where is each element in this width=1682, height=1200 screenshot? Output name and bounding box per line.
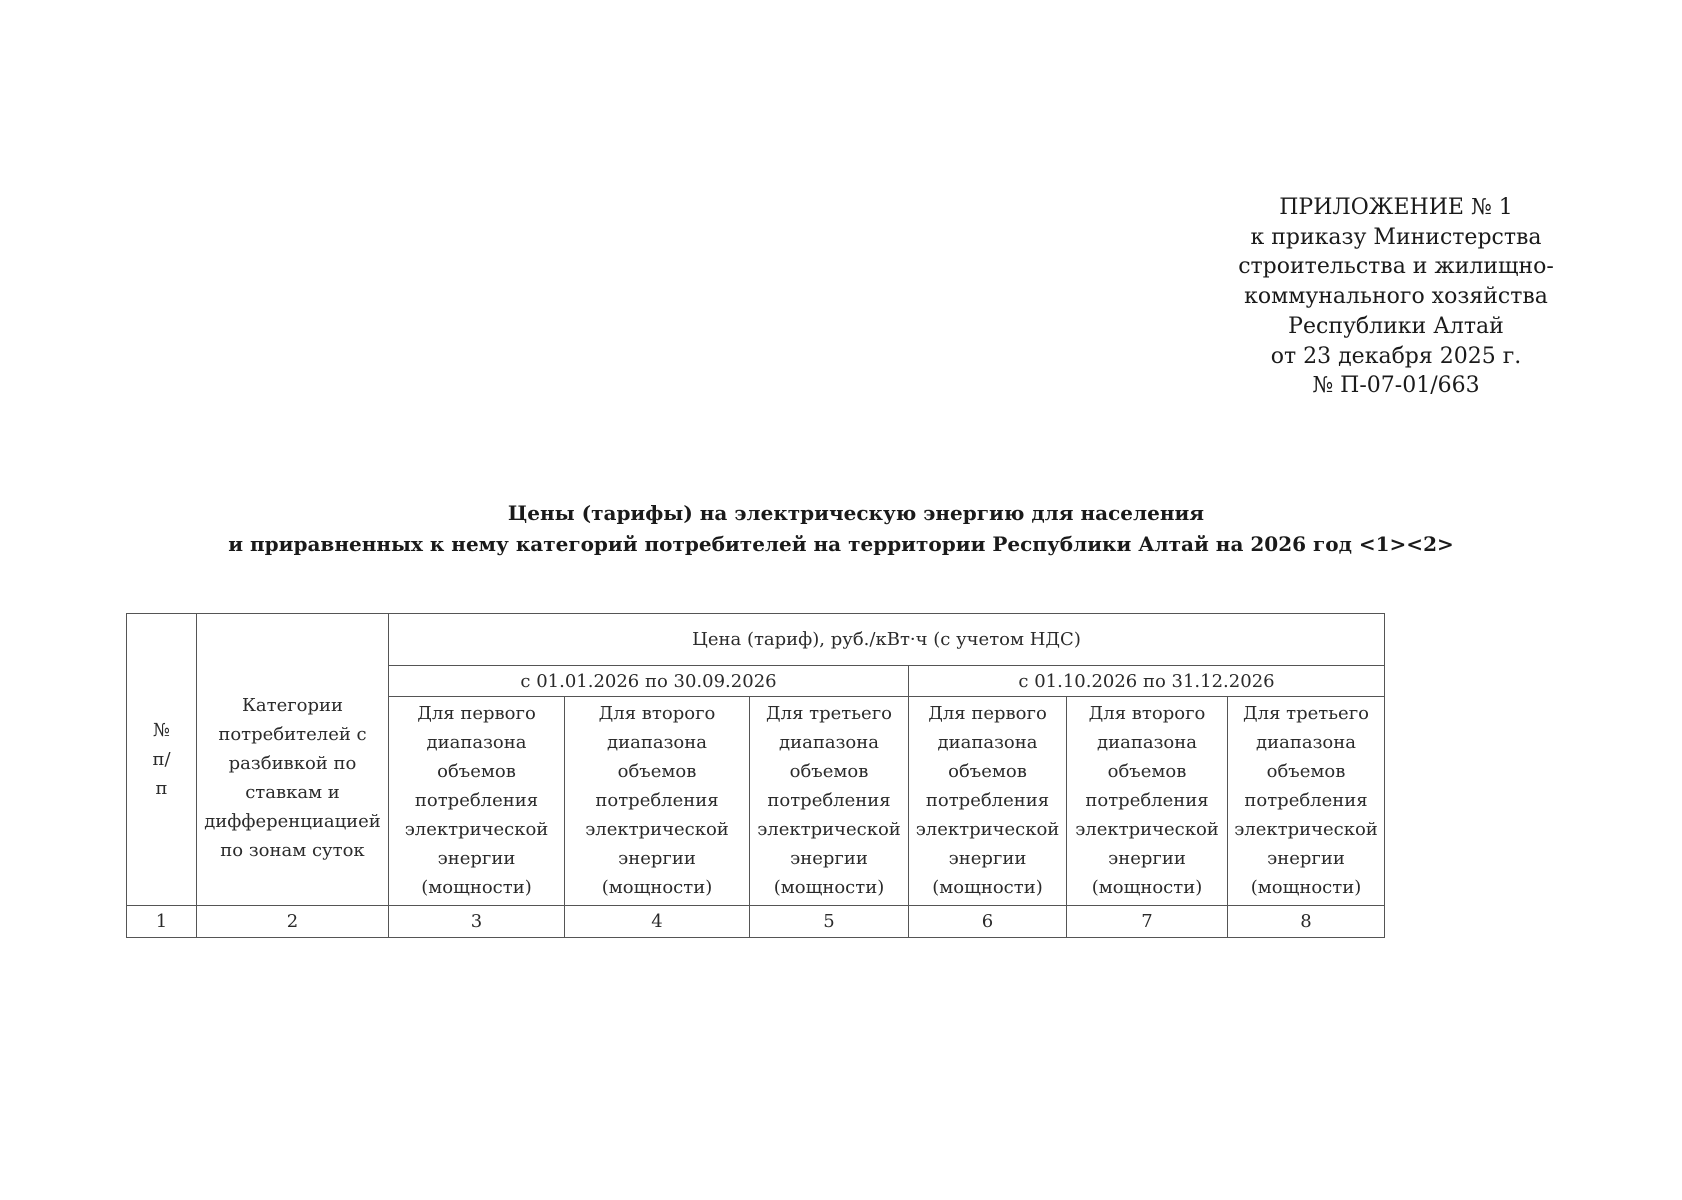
appendix-order-number: № П-07-01/663 [1312,373,1480,399]
appendix-heading: ПРИЛОЖЕНИЕ № 1 [1279,195,1513,220]
range-header: Для второго диапазона объемов потребления электрической энергии (мощности) [1067,697,1228,906]
period-header-2: с 01.10.2026 по 31.12.2026 [909,666,1385,697]
appendix-line: Республики Алтай [1288,313,1504,339]
range-header: Для второго диапазона объемов потребления электрической энергии (мощности) [565,697,750,906]
column-number-cell: 1 [127,906,197,938]
tariff-table [126,613,1385,938]
column-number-cell: 3 [389,906,565,938]
appendix-line: к приказу Министерства [1250,224,1542,250]
table-header-row [127,614,1385,666]
appendix-date: от 23 декабря 2025 г. [1270,343,1522,369]
document-title-line-1: Цены (тарифы) на электрическую энергию для населения [507,501,1205,525]
column-number-cell: 5 [750,906,909,938]
column-number-cell: 2 [197,906,389,938]
column-number-cell: 6 [909,906,1067,938]
range-header: Для первого диапазона объемов потребления электрической энергии (мощности) [389,697,565,906]
document-title-line-2: и приравненных к нему категорий потребителей на территории Республики Алтай на 2026 год <1><2> [228,532,1454,556]
column-number-row [127,906,1385,938]
category-column-header: Категории потребителей с разбивкой по ставкам и дифференциацией по зонам суток [197,614,389,906]
range-header: Для первого диапазона объемов потребления электрической энергии (мощности) [909,697,1067,906]
column-number-cell: 8 [1228,906,1385,938]
range-header: Для третьего диапазона объемов потребления электрической энергии (мощности) [1228,697,1385,906]
document-title [0,498,1682,560]
column-number-cell: 7 [1067,906,1228,938]
appendix-line: коммунального хозяйства [1244,284,1548,310]
appendix-line: строительства и жилищно- [1238,254,1554,280]
column-number-cell: 4 [565,906,750,938]
price-header: Цена (тариф), руб./кВт·ч (с учетом НДС) [389,614,1385,666]
period-header-1: с 01.01.2026 по 30.09.2026 [389,666,909,697]
appendix-block [1236,193,1556,401]
range-header: Для третьего диапазона объемов потребления электрической энергии (мощности) [750,697,909,906]
number-column-header: № п/п [127,614,197,906]
